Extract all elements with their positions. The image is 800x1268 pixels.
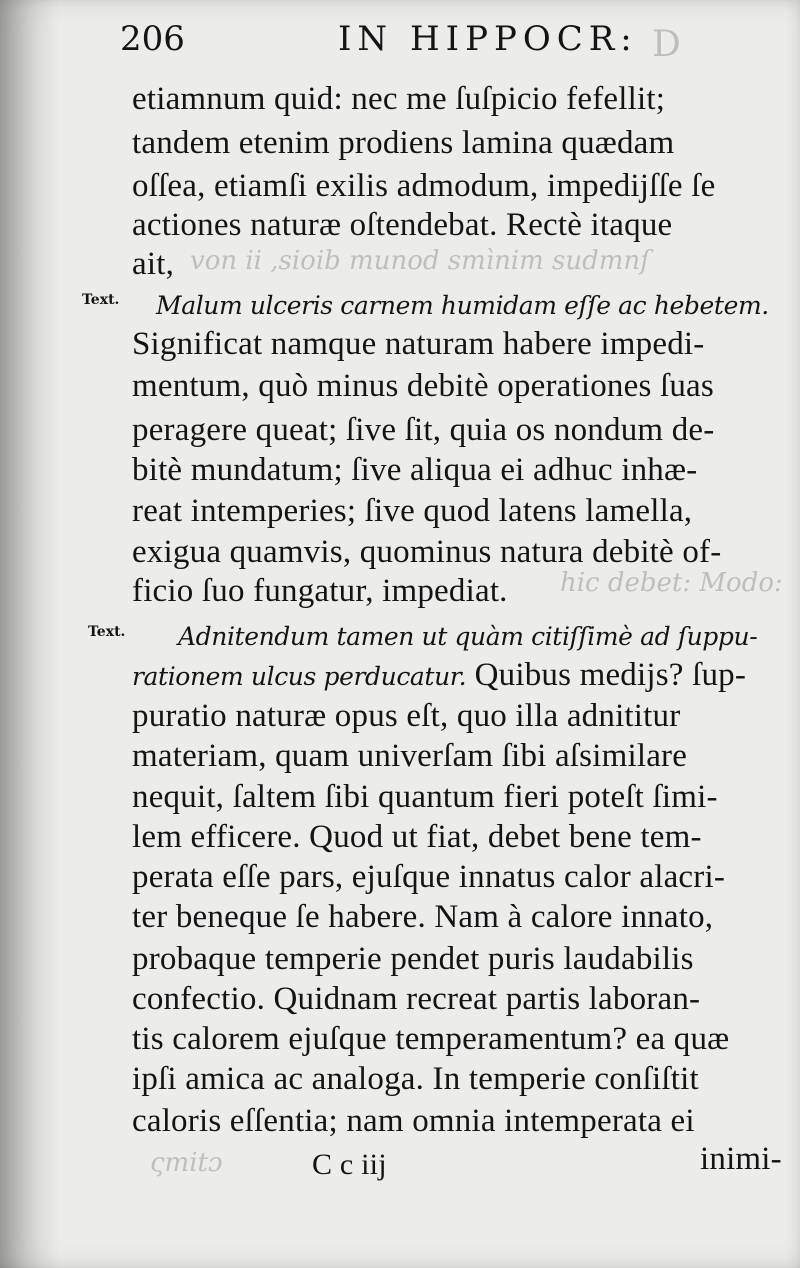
gutter-shadow [0,0,60,1268]
text-line: reat intemperies; ſive quod latens lamella, [132,493,693,529]
running-title: IN HIPPOCR: [338,19,638,59]
text-line: probaque temperie pendet puris laudabilis [132,941,694,977]
text-line: Significat namque naturam habere impedi- [132,326,705,362]
catchword: inimi- [700,1141,782,1177]
text-line: bitè mundatum; ſive aliqua ei adhuc inhæ- [132,452,698,488]
text-line: actiones naturæ oſtendebat. Rectè itaque [132,207,673,243]
text-line: mentum, quò minus debitè operationes ſuas [132,368,714,404]
text-line: exigua quamvis, quominus natura debitè of- [132,534,722,570]
text-line: puratio naturæ opus eſt, quo illa adnititur [132,698,681,734]
show-through-text: ςmitɔ [150,1148,223,1178]
text-line: materiam, quam univerſam ſibi aſsimilare [132,738,688,774]
text-line: tandem etenim prodiens lamina quædam [132,125,675,161]
text-line: lem efficere. Quod ut fiat, debet bene tem- [132,819,702,855]
text-line: confectio. Quidnam recreat partis laboran- [132,981,701,1017]
show-through-text: hic debet: Modo: [560,568,783,598]
text-line: perata eſſe pars, ejuſque innatus calor alacri- [132,859,726,895]
hippocratic-quote: Malum ulceris carnem humidam eſſe ac hebetem. [156,291,769,320]
text-line: etiamnum quid: nec me ſuſpicio fefellit; [132,81,666,117]
text-line: caloris eſſentia; nam omnia intemperata ei [132,1103,695,1139]
margin-label-text: Text. [82,292,120,308]
page-header [110,14,750,64]
hippocratic-quote: rationem ulcus perducatur. [132,662,467,691]
text-line: nequit, ſaltem ſibi quantum fieri poteſt ſimi- [132,779,718,815]
text-line: peragere queat; ſive ſit, quia os nondum de- [132,412,715,448]
show-through-text: von ii ,sioib munod smìnim sudmnſ [190,246,650,276]
text-line: ter beneque ſe habere. Nam à calore innato, [132,899,714,935]
page-number: 206 [120,19,185,59]
signature-mark: C c iij [312,1148,387,1181]
margin-label-text: Text. [88,624,126,640]
text-line: oſſea, etiamſi exilis admodum, impedijſſe ſe [132,168,716,204]
text-line: ipſi amica ac analoga. In temperie conſiſtit [132,1061,699,1097]
text-run: Quibus medijs? ſup- [466,657,747,693]
hippocratic-quote: Adnitendum tamen ut quàm citiſſimè ad ſuppu- [178,622,758,651]
text-line: ait, [132,246,175,282]
text-line [132,656,746,696]
show-through-text: D [652,24,681,65]
text-line: tis calorem ejuſque temperamentum? ea quæ [132,1021,730,1057]
text-line: ficio ſuo fungatur, impediat. [132,573,508,609]
